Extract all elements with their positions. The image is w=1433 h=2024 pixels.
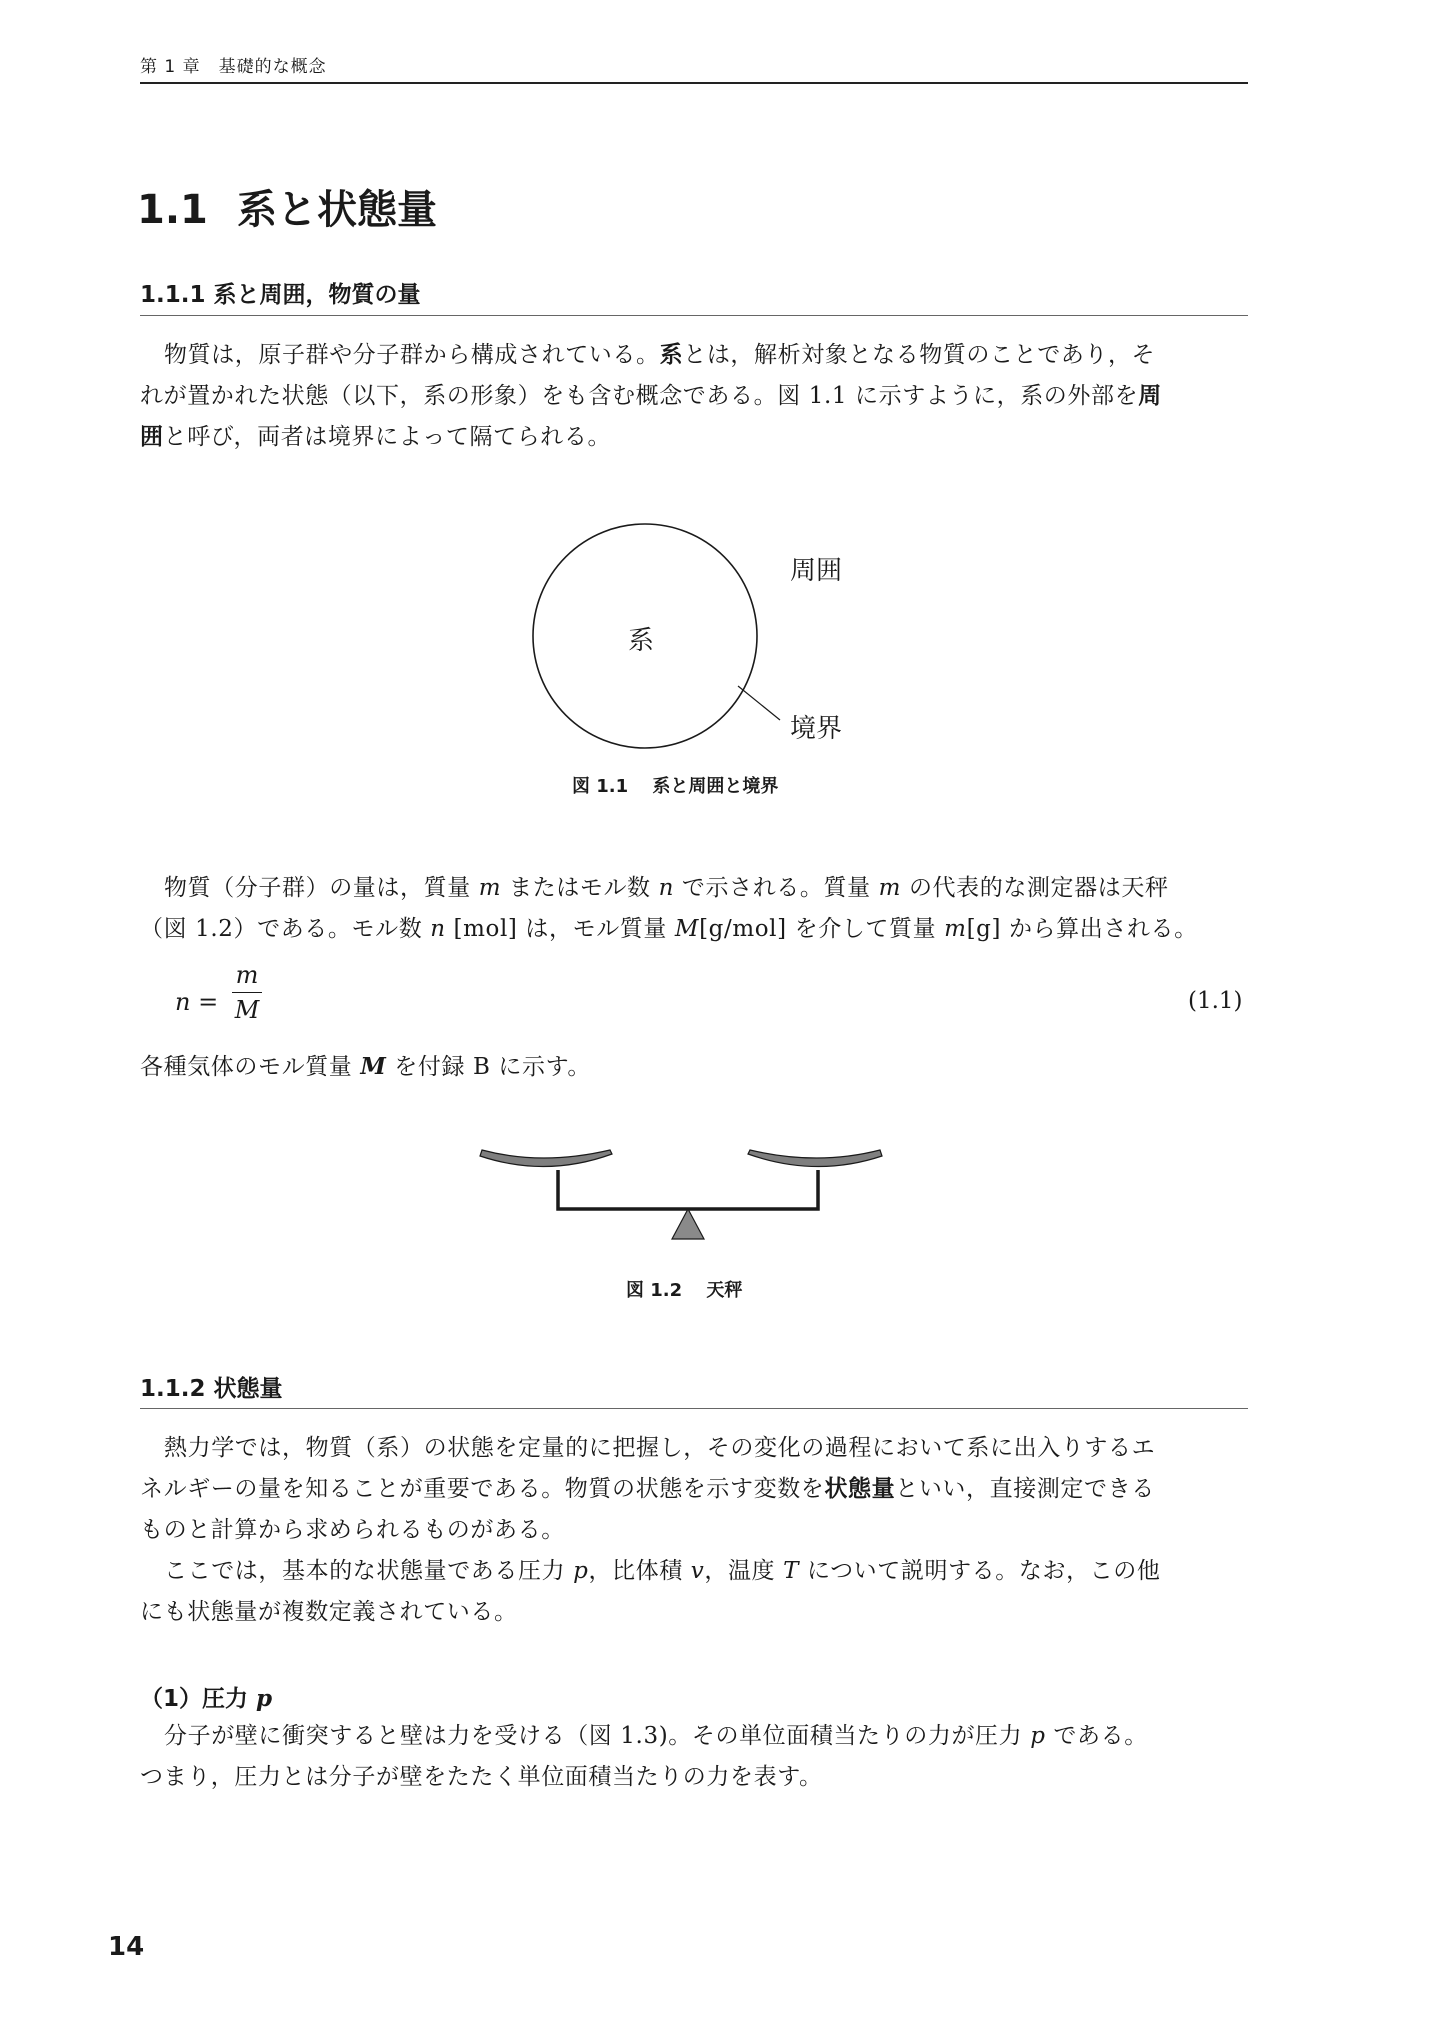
text-run: 各種気体のモル質量 xyxy=(140,1054,361,1080)
subsection-title-2-text: 状態量 xyxy=(213,1376,283,1402)
equation-fraction xyxy=(232,960,262,1025)
section-title-text: 系と状態量 xyxy=(237,187,437,233)
equation-lhs xyxy=(175,988,218,1016)
term-system: 系 xyxy=(659,342,684,368)
section-title xyxy=(137,178,437,235)
subsection-title-1 xyxy=(140,276,421,309)
paragraph-basic-state-quantities xyxy=(140,1551,1250,1633)
text-run: ，比体積 xyxy=(588,1558,691,1584)
var-pressure: p xyxy=(256,1685,273,1712)
boundary-leader-line xyxy=(738,686,780,720)
text-run: の代表的な測定器は天秤 xyxy=(901,875,1169,901)
subsection-rule-2 xyxy=(140,1408,1248,1409)
running-head: 第 1 章 基礎的な概念 xyxy=(140,57,327,77)
figure-label-surroundings: 周囲 xyxy=(790,556,843,586)
fraction-numerator: m xyxy=(235,961,259,989)
figure-label-system: 系 xyxy=(628,626,655,656)
text-run: [g] から算出される。 xyxy=(966,916,1198,942)
text-run: [g/mol] を介して質量 xyxy=(699,916,945,942)
subsection-number-2: 1.1.2 xyxy=(140,1376,206,1402)
text-line: つまり，圧力とは分子が壁をたたく単位面積当たりの力を表す。 xyxy=(140,1764,823,1790)
var-moles: n xyxy=(658,875,674,901)
right-pan xyxy=(748,1150,882,1167)
text-run: れが置かれた状態（以下，系の形象）をも含む概念である。図 1.1 に示すように，系の外部を xyxy=(140,383,1139,409)
figure-label-boundary: 境界 xyxy=(790,714,843,744)
eq-equals: = xyxy=(190,988,219,1016)
paragraph-system-definition xyxy=(140,335,1250,458)
var-temperature: T xyxy=(783,1558,800,1584)
paragraph-pressure-definition xyxy=(140,1716,1250,1798)
var-pressure: p xyxy=(573,1558,589,1584)
figure-balance xyxy=(470,1140,910,1260)
section-number: 1.1 xyxy=(137,187,208,233)
term-surroundings-part2: 囲 xyxy=(140,424,164,450)
fraction-denominator: M xyxy=(234,996,260,1024)
subsection-title-2 xyxy=(140,1370,283,1403)
term-surroundings-part1: 周 xyxy=(1138,383,1162,409)
subsection-rule-1 xyxy=(140,315,1248,316)
text-line: にも状態量が複数定義されている。 xyxy=(140,1599,518,1625)
var-molar-mass: M xyxy=(360,1053,387,1080)
balance-beam xyxy=(558,1170,818,1209)
figure-1-caption: 図 1.1 系と周囲と境界 xyxy=(572,776,779,797)
text-line: 熱力学では，物質（系）の状態を定量的に把握し，その変化の過程において系に出入りするエ xyxy=(164,1435,1156,1461)
text-run: 物質（分子群）の量は，質量 xyxy=(164,875,479,901)
text-run: ，温度 xyxy=(704,1558,784,1584)
text-run: （図 1.2）である。モル数 xyxy=(140,916,431,942)
text-run: 物質は，原子群や分子群から構成されている。 xyxy=(164,342,660,368)
paragraph-state-quantities xyxy=(140,1428,1250,1551)
text-run: またはモル数 xyxy=(501,875,659,901)
header-rule xyxy=(140,82,1248,84)
item-heading-pressure xyxy=(140,1680,272,1713)
var-mass: m xyxy=(878,875,902,901)
left-pan xyxy=(480,1150,612,1167)
text-run: を付録 B に示す。 xyxy=(386,1054,591,1080)
subsection-title-1-text: 系と周囲，物質の量 xyxy=(213,282,421,308)
var-mass: m xyxy=(944,916,967,942)
text-run: ここでは，基本的な状態量である圧力 xyxy=(164,1558,574,1584)
subsection-number-1: 1.1.1 xyxy=(140,282,206,308)
fulcrum xyxy=(672,1209,704,1239)
text-run: である。 xyxy=(1045,1723,1148,1749)
page-number: 14 xyxy=(108,1932,145,1962)
text-run: 分子が壁に衝突すると壁は力を受ける（図 1.3)。その単位面積当たりの力が圧力 xyxy=(164,1723,1031,1749)
var-moles: n xyxy=(430,916,446,942)
equation-number: (1.1) xyxy=(1188,988,1243,1014)
text-line: ものと計算から求められるものがある。 xyxy=(140,1517,565,1543)
text-run: といい，直接測定できる xyxy=(895,1476,1155,1502)
eq-var-n: n xyxy=(175,988,191,1016)
text-run: ネルギーの量を知ることが重要である。物質の状態を示す変数を xyxy=(140,1476,825,1502)
figure-2-caption: 図 1.2 天秤 xyxy=(626,1280,743,1301)
term-state-quantity: 状態量 xyxy=(824,1476,896,1502)
fraction-bar xyxy=(232,992,262,993)
text-run: [mol] は，モル質量 xyxy=(445,916,675,942)
paragraph-molar-mass-note xyxy=(140,1046,1250,1088)
text-run: で示される。質量 xyxy=(674,875,879,901)
text-run: とは，解析対象となる物質のことであり，そ xyxy=(683,342,1156,368)
var-pressure: p xyxy=(1030,1723,1046,1749)
var-mass: m xyxy=(478,875,502,901)
paragraph-amount-of-substance xyxy=(140,868,1250,950)
text-run: について説明する。なお，この他 xyxy=(799,1558,1161,1584)
item-label: （1）圧力 xyxy=(140,1686,257,1712)
text-run: と呼び，両者は境界によって隔てられる。 xyxy=(163,424,612,450)
var-molar-mass: M xyxy=(674,916,700,942)
var-specific-volume: v xyxy=(690,1558,705,1584)
